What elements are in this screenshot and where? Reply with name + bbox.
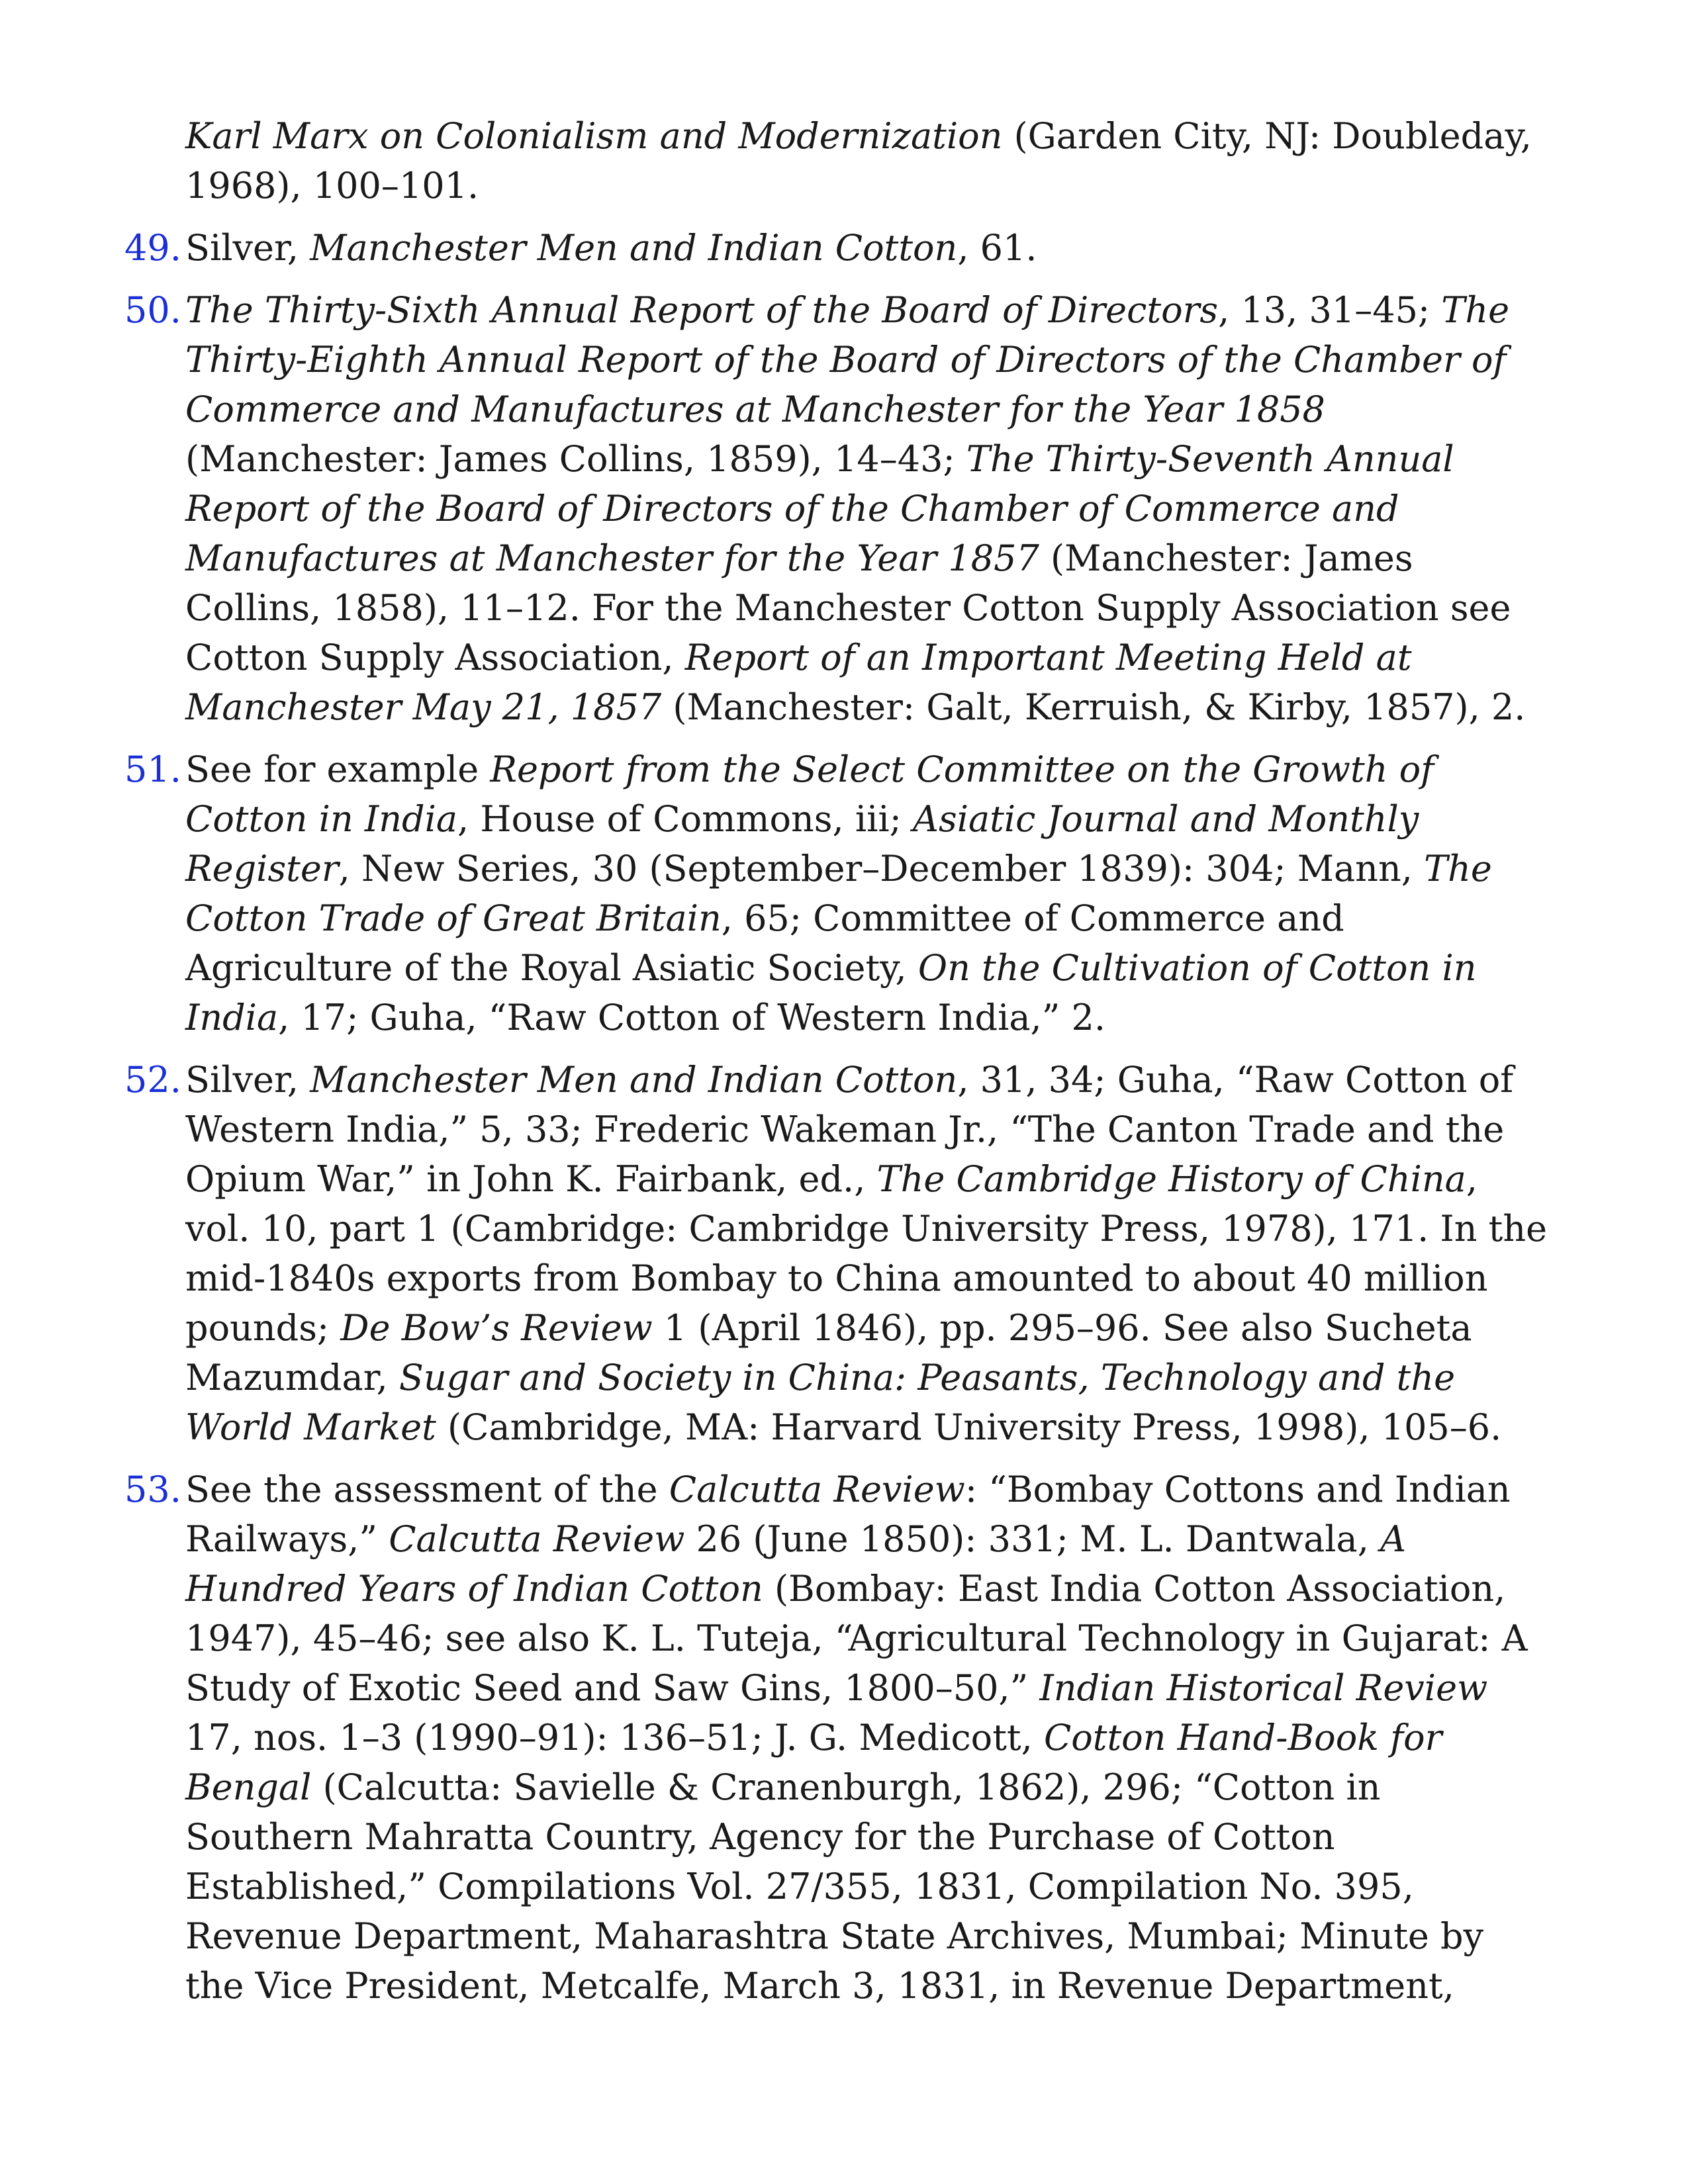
endnote-48-continuation: [124, 111, 1549, 210]
endnote-text: [185, 1059, 1547, 1448]
italic-title-text: De Bow’s Review: [340, 1307, 653, 1349]
citation-text: , House of Commons, iii;: [457, 798, 913, 840]
citation-text: (Manchester: James Collins, 1858), 11–12. For the Manchester Cotton Supply Association see Cotton Supply Association,: [185, 537, 1511, 678]
italic-title-text: Karl Marx on Colonialism and Modernization: [185, 115, 1003, 157]
endnote-text: [185, 1469, 1528, 2007]
citation-text: , 61.: [957, 227, 1037, 269]
italic-title-text: The Cotton Trade of Great Britain: [185, 848, 1492, 939]
endnote-text: [185, 749, 1492, 1038]
endnotes-list: [124, 111, 1549, 2011]
italic-title-text: The Thirty-Seventh Annual Report of the Board of Directors of the Chamber of Commerce and Manufactures at Manchester for the Year 1857: [185, 438, 1454, 579]
citation-text: , 31, 34; Guha, “Raw Cotton of Western India,” 5, 33; Frederic Wakeman Jr., “The Canton Trade and the Opium War,” in John K. Fairbank, ed.,: [185, 1059, 1514, 1200]
citation-text: (Manchester: Galt, Kerruish, & Kirby, 1857), 2.: [661, 686, 1526, 728]
italic-title-text: Indian Historical Review: [1039, 1667, 1488, 1709]
italic-title-text: A Hundred Years of Indian Cotton: [185, 1518, 1407, 1610]
citation-text: 1 (April 1846), pp. 295–96. See also Sucheta Mazumdar,: [185, 1307, 1472, 1398]
endnote-number-link[interactable]: 51.: [124, 749, 181, 790]
citation-text: : “Bombay Cottons and Indian Railways,”: [185, 1469, 1511, 1560]
italic-title-text: On the Cultivation of Cotton in India: [185, 947, 1477, 1038]
citation-text: (Manchester: James Collins, 1859), 14–43;: [185, 438, 966, 480]
citation-text: 17, nos. 1–3 (1990–91): 136–51; J. G. Medicott,: [185, 1717, 1044, 1758]
citation-text: , 13, 31–45;: [1218, 289, 1442, 331]
endnote-50: [124, 285, 1549, 732]
italic-title-text: Cotton Hand-Book for Bengal: [185, 1717, 1442, 1808]
italic-title-text: Asiatic Journal and Monthly Register: [185, 798, 1419, 889]
endnote-51: [124, 745, 1549, 1042]
endnote-number-link[interactable]: 49.: [124, 227, 181, 269]
citation-text: (Garden City, NJ: Doubleday, 1968), 100–101.: [185, 115, 1532, 206]
endnote-text: [185, 227, 1037, 269]
citation-text: , vol. 10, part 1 (Cambridge: Cambridge University Press, 1978), 171. In the mid-1840s exports from Bombay to China amounted to about 40 million pounds;: [185, 1158, 1548, 1349]
italic-title-text: The Thirty-Eighth Annual Report of the Board of Directors of the Chamber of Commerce and Manufactures at Manchester for the Year 1858: [185, 289, 1510, 430]
citation-text: See for example: [185, 749, 491, 790]
citation-text: 26 (June 1850): 331; M. L. Dantwala,: [684, 1518, 1381, 1560]
italic-title-text: Report of an Important Meeting Held at Manchester May 21, 1857: [185, 637, 1412, 728]
italic-title-text: The Thirty-Sixth Annual Report of the Board of Directors: [185, 289, 1219, 331]
endnote-number-link[interactable]: 53.: [124, 1469, 181, 1510]
italic-title-text: Sugar and Society in China: Peasants, Technology and the World Market: [185, 1357, 1456, 1448]
italic-title-text: Report from the Select Committee on the Growth of Cotton in India: [185, 749, 1434, 840]
endnote-text: [185, 115, 1532, 206]
citation-text: (Calcutta: Savielle & Cranenburgh, 1862), 296; “Cotton in Southern Mahratta Country, Agency for the Purchase of Cotton Established,” Compilations Vol. 27/355, 1831, Compilation No. 395, Revenue Department, Maharashtra State Archives, Mumbai; Minute by the Vice President, Metcalfe, March 3, 1831, in Revenue Department,: [185, 1766, 1484, 2007]
endnote-49: [124, 223, 1549, 273]
italic-title-text: The Cambridge History of China: [876, 1158, 1466, 1200]
citation-text: Silver,: [185, 227, 310, 269]
italic-title-text: Manchester Men and Indian Cotton: [310, 227, 958, 269]
citation-text: Silver,: [185, 1059, 310, 1101]
citation-text: (Bombay: East India Cotton Association, 1947), 45–46; see also K. L. Tuteja, “Agricultural Technology in Gujarat: A Study of Exotic Seed and Saw Gins, 1800–50,”: [185, 1568, 1528, 1709]
italic-title-text: Calcutta Review: [669, 1469, 965, 1510]
endnote-52: [124, 1055, 1549, 1452]
endnote-text: [185, 289, 1525, 728]
citation-text: , 17; Guha, “Raw Cotton of Western India,” 2.: [278, 997, 1105, 1038]
endnote-53: [124, 1465, 1549, 2011]
citation-text: , New Series, 30 (September–December 1839): 304; Mann,: [338, 848, 1425, 889]
citation-text: (Cambridge, MA: Harvard University Press, 1998), 105–6.: [436, 1406, 1502, 1448]
citation-text: See the assessment of the: [185, 1469, 669, 1510]
italic-title-text: Calcutta Review: [389, 1518, 685, 1560]
endnote-number-link[interactable]: 52.: [124, 1059, 181, 1101]
citation-text: , 65; Committee of Commerce and Agriculture of the Royal Asiatic Society,: [185, 897, 1344, 989]
italic-title-text: Manchester Men and Indian Cotton: [310, 1059, 958, 1101]
endnote-number-link[interactable]: 50.: [124, 289, 181, 331]
